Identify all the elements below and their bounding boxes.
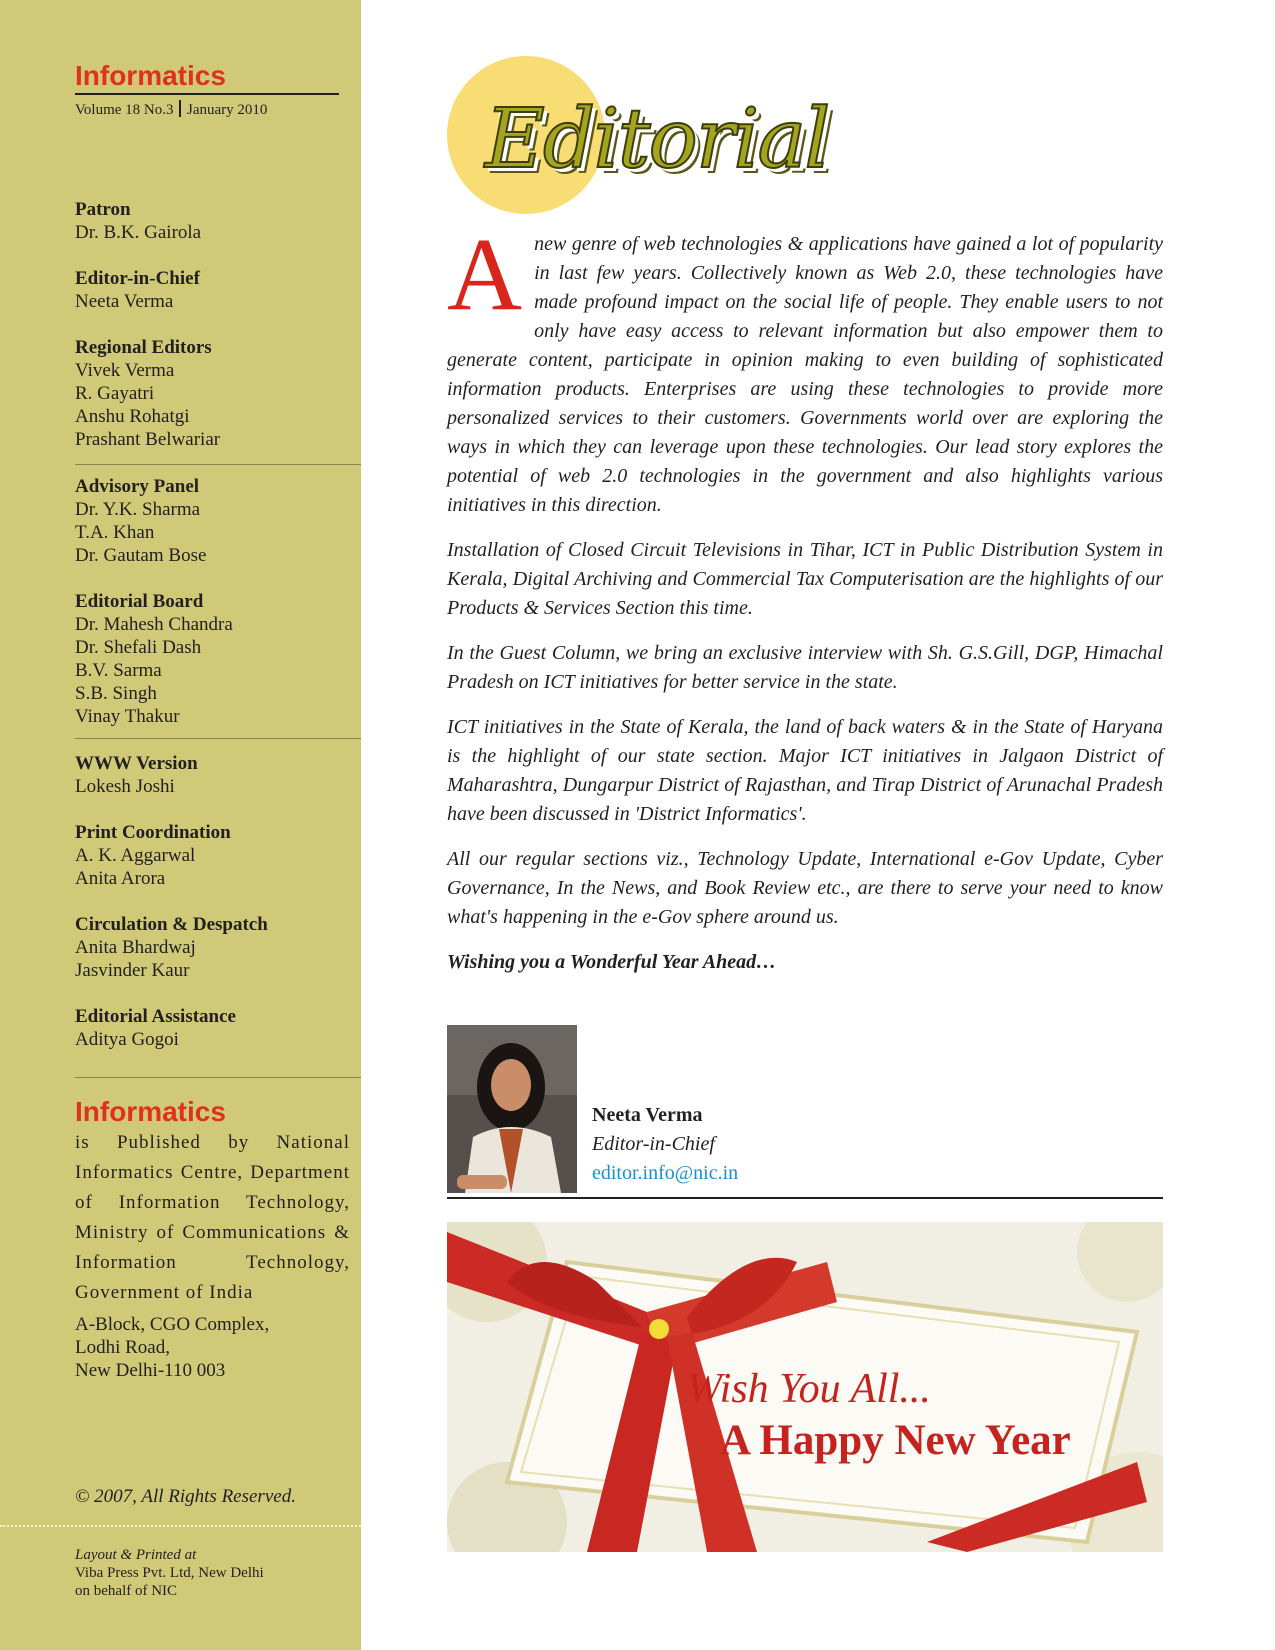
volume-separator [179,100,181,117]
publisher-brand: Informatics [75,1096,226,1127]
staff-role: Regional Editors [75,337,212,358]
issue-date: January 2010 [186,102,268,118]
masthead-brand: Informatics [75,60,226,91]
staff-name: Vivek Verma [75,360,175,381]
closing-line: Wishing you a Wonderful Year Ahead… [447,951,777,973]
staff-name: B.V. Sarma [75,660,162,681]
section-divider [75,464,361,465]
printer-line: Viba Press Pvt. Ltd, New Delhi [75,1565,264,1581]
editorial-body [447,217,1163,993]
printer-label: Layout & Printed at [75,1547,197,1563]
new-year-card [447,1222,1163,1552]
section-divider [75,1077,361,1078]
masthead-rule [75,93,339,95]
staff-role: Advisory Panel [75,476,200,497]
staff-name: Aditya Gogoi [75,1029,179,1050]
editor-photo [447,1025,577,1193]
staff-group-editorial-assistance [75,1005,236,1051]
staff-group-circulation [75,913,268,982]
volume-number: Volume 18 No.3 [75,102,174,118]
printer-credit [75,1546,264,1600]
signature-divider [447,1197,1163,1199]
staff-name: A. K. Aggarwal [75,845,196,866]
editor-email-link[interactable]: editor.info@nic.in [592,1162,739,1184]
staff-role: Patron [75,199,131,220]
staff-name: Dr. Y.K. Sharma [75,499,201,520]
staff-group-editor-in-chief [75,267,200,313]
publisher-statement: is Published by National Informatics Centre, Department of Information Technology, Ministry of Communications & Information Technology, Government of India [75,1132,350,1303]
printer-line: on behalf of NIC [75,1583,178,1599]
editorial-paragraph: ICT initiatives in the State of Kerala, the land of back waters & in the State of Haryana is the highlight of our state section. Major ICT initiatives in Jalgaon District of Maharashtra, Dungarpur District of Rajasthan, and Tirap District of Arunachal Pradesh have been discussed in 'District Informatics'. [447,716,1163,825]
staff-name: Jasvinder Kaur [75,960,190,981]
staff-role: Editorial Board [75,591,204,612]
staff-role: Editor-in-Chief [75,268,200,289]
staff-name: S.B. Singh [75,683,157,704]
staff-role: Print Coordination [75,822,231,843]
staff-role: Circulation & Despatch [75,914,268,935]
greeting-line-2: A Happy New Year [720,1417,1071,1464]
staff-name: Dr. Shefali Dash [75,637,202,658]
staff-group-print-coordination [75,821,231,890]
staff-name: Dr. Mahesh Chandra [75,614,233,635]
staff-name: Dr. B.K. Gairola [75,222,202,243]
publisher-address [75,1313,269,1382]
staff-group-regional-editors [75,336,220,451]
editorial-paragraph [447,217,1163,520]
staff-name: Anita Arora [75,868,166,889]
editorial-paragraph: All our regular sections viz., Technology Update, International e-Gov Update, Cyber Governance, In the News, and Book Review etc., are there to serve your need to know what's happening in the e-Gov sphere around us. [447,848,1163,928]
address-line: New Delhi-110 003 [75,1360,226,1381]
staff-group-www-version [75,752,198,798]
staff-name: T.A. Khan [75,522,155,543]
paragraph-text: new genre of web technologies & applications have gained a lot of popularity in last few years. Collectively known as Web 2.0, these technologies have made profound impact on the social life of people. They enable users to not only have easy access to relevant information but also empower them to generate content, participate in opinion making to even building of sophisticated information products. Enterprises are using these technologies to provide more personalized services to their customers. Governments world over are exploring the ways in which they can leverage upon these technologies. Our lead story explores the potential of web 2.0 technologies in the government and also highlights various initiatives in this direction. [447,233,1163,516]
staff-name: Anshu Rohatgi [75,406,190,427]
staff-name: Dr. Gautam Bose [75,545,207,566]
staff-name: Vinay Thakur [75,706,180,727]
staff-name: Prashant Belwariar [75,429,221,450]
volume-info [75,100,267,120]
staff-role: WWW Version [75,753,198,774]
editor-portrait-image [447,1025,577,1193]
staff-name: R. Gayatri [75,383,155,404]
copyright-notice: © 2007, All Rights Reserved. [75,1486,296,1507]
editorial-paragraph: Installation of Closed Circuit Televisions in Tihar, ICT in Public Distribution System in Kerala, Digital Archiving and Commercial Tax Computerisation are the highlights of our Products & Services Section this time. [447,539,1163,619]
staff-name: Lokesh Joshi [75,776,175,797]
masthead-sidebar [0,0,361,1650]
drop-cap: A [447,217,523,332]
editor-title: Editor-in-Chief [592,1133,715,1155]
staff-group-patron [75,198,201,244]
address-line: A-Block, CGO Complex, [75,1314,270,1335]
section-divider [75,738,361,739]
editorial-title: Editorial [485,92,829,187]
editor-signature [592,1101,738,1188]
staff-name: Anita Bhardwaj [75,937,196,958]
staff-name: Neeta Verma [75,291,174,312]
staff-group-editorial-board [75,590,233,728]
dotted-divider [0,1525,361,1527]
editorial-paragraph: In the Guest Column, we bring an exclusive interview with Sh. G.S.Gill, DGP, Himachal Pradesh on ICT initiatives for better service in the state. [447,642,1163,693]
staff-group-advisory-panel [75,475,206,567]
editor-name: Neeta Verma [592,1104,703,1126]
address-line: Lodhi Road, [75,1337,170,1358]
staff-role: Editorial Assistance [75,1006,236,1027]
greeting-line-1: Wish You All... [687,1366,931,1412]
